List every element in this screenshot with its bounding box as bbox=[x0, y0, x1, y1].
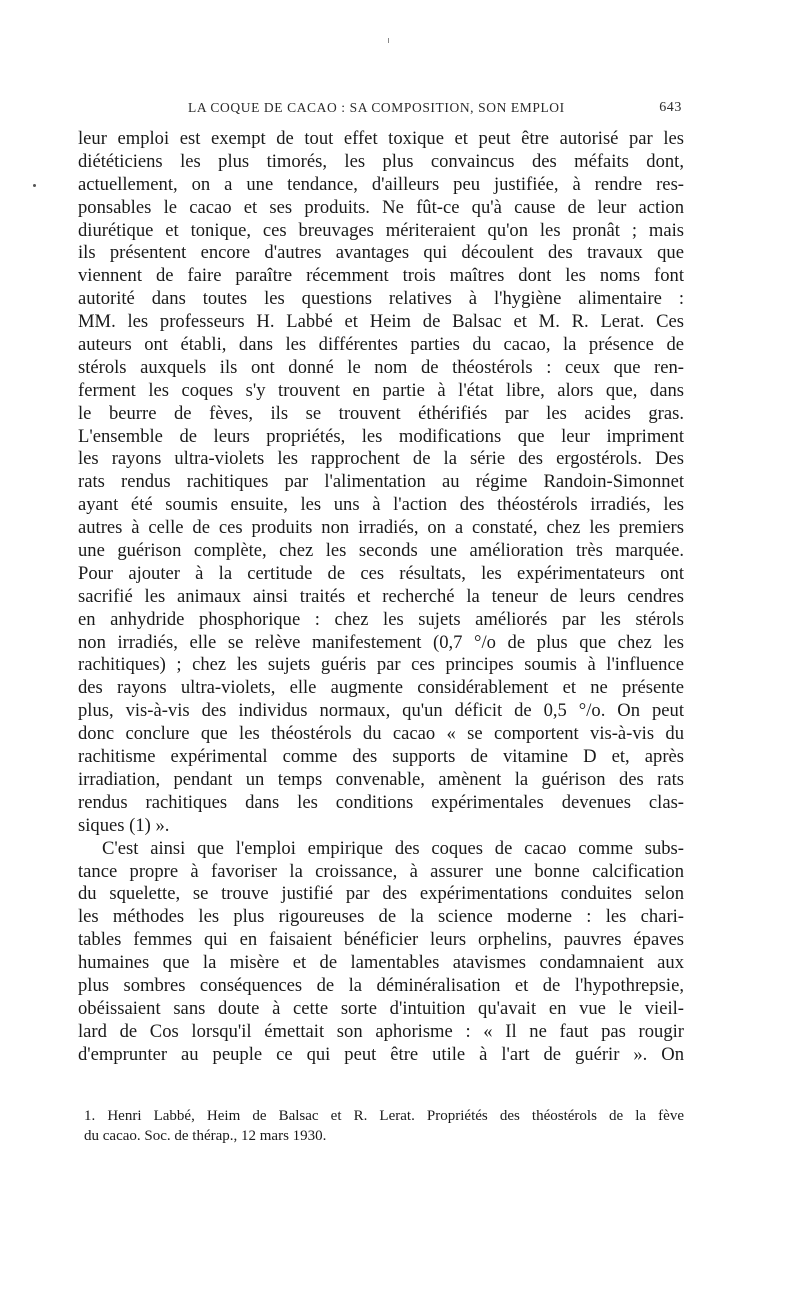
text-line: viennent de faire paraître récemment trois maîtres dont les noms font bbox=[78, 265, 684, 287]
text-line: ferment les coques s'y trouvent en partie à l'état libre, alors que, dans bbox=[78, 379, 684, 401]
running-head bbox=[78, 96, 682, 120]
text-line: leur emploi est exempt de tout effet toxique et peut être autorisé par les bbox=[78, 128, 684, 149]
body-text bbox=[78, 128, 684, 1067]
text-line: autres à celle de ces produits non irradiés, on a constaté, chez les premiers bbox=[78, 517, 684, 539]
text-line: ils présentent encore d'autres avantages qui découlent des travaux que bbox=[78, 242, 684, 264]
text-line: siques (1) ». bbox=[78, 814, 170, 836]
text-line: tance propre à favoriser la croissance, à assurer une bonne calcification bbox=[78, 860, 684, 882]
text-line: non irradiés, elle se relève manifestement (0,7 °/o de plus que chez les bbox=[78, 631, 684, 653]
text-line: Pour ajouter à la certitude de ces résultats, les expérimentateurs ont bbox=[78, 562, 684, 584]
margin-dot bbox=[33, 184, 36, 187]
text-line: sacrifié les animaux ainsi traités et recherché la teneur de leurs cendres bbox=[78, 585, 684, 607]
page-edge-mark bbox=[388, 38, 389, 43]
running-head-title: LA COQUE DE CACAO : SA COMPOSITION, SON EMPLOI bbox=[188, 100, 565, 115]
text-line: des rayons ultra-violets, elle augmente considérablement et ne présente bbox=[78, 677, 684, 699]
footnote bbox=[84, 1106, 684, 1146]
text-line: rachitiques) ; chez les sujets guéris par ces principes soumis à l'influence bbox=[78, 654, 684, 676]
page-number: 643 bbox=[659, 100, 682, 115]
text-line: auteurs ont établi, dans les différentes parties du cacao, la présence de bbox=[78, 334, 684, 356]
text-line: rendus rachitiques dans les conditions expérimentales devenues clas- bbox=[78, 791, 684, 813]
text-line: le beurre de fèves, ils se trouvent éthérifiés par les acides gras. bbox=[78, 402, 684, 424]
text-line: L'ensemble de leurs propriétés, les modifications que leur impriment bbox=[78, 425, 684, 447]
text-line: une guérison complète, chez les seconds une amélioration très marquée. bbox=[78, 540, 684, 562]
footnote-line: 1. Henri Labbé, Heim de Balsac et R. Lerat. Propriétés des théostérols de la fève bbox=[84, 1108, 684, 1124]
text-line: autorité dans toutes les questions relatives à l'hygiène alimentaire : bbox=[78, 288, 684, 310]
text-line: les méthodes les plus rigoureuses de la science moderne : les chari- bbox=[78, 906, 684, 928]
text-line: humaines que la misère et de lamentables atavismes condamnaient aux bbox=[78, 952, 684, 974]
text-line: d'emprunter au peuple ce qui peut être utile à l'art de guérir ». On bbox=[78, 1043, 684, 1065]
text-line: rats rendus rachitiques par l'alimentation au régime Randoin-Simonnet bbox=[78, 471, 684, 493]
text-line: diététiciens les plus timorés, les plus convaincus des méfaits dont, bbox=[78, 150, 684, 172]
text-line: tables femmes qui en faisaient bénéficier leurs orphelins, pauvres épaves bbox=[78, 929, 684, 951]
text-line: les rayons ultra-violets les rapprochent de la série des ergostérols. Des bbox=[78, 448, 684, 470]
text-line: stérols auxquels ils ont donné le nom de théostérols : ceux que ren- bbox=[78, 356, 684, 378]
text-line: C'est ainsi que l'emploi empirique des coques de cacao comme subs- bbox=[102, 837, 684, 859]
text-line: en anhydride phosphorique : chez les sujets améliorés par les stérols bbox=[78, 608, 684, 630]
text-line: du squelette, se trouve justifié par des expérimentations conduites selon bbox=[78, 883, 684, 905]
footnote-line: du cacao. Soc. de thérap., 12 mars 1930. bbox=[84, 1128, 327, 1144]
text-line: plus, vis-à-vis des individus normaux, qu'un déficit de 0,5 °/o. On peut bbox=[78, 700, 684, 722]
text-line: lard de Cos lorsqu'il émettait son aphorisme : « Il ne faut pas rougir bbox=[78, 1020, 684, 1042]
text-line: rachitisme expérimental comme des supports de vitamine D et, après bbox=[78, 746, 684, 768]
text-line: diurétique et tonique, ces breuvages mériteraient qu'on les pronât ; mais bbox=[78, 219, 684, 241]
text-line: ayant été soumis ensuite, les uns à l'action des théostérols irradiés, les bbox=[78, 494, 684, 516]
text-line: ponsables le cacao et ses produits. Ne fût-ce qu'à cause de leur action bbox=[78, 196, 684, 218]
text-line: MM. les professeurs H. Labbé et Heim de Balsac et M. R. Lerat. Ces bbox=[78, 311, 684, 333]
text-line: obéissaient sans doute à cette sorte d'intuition qu'avait en vue le vieil- bbox=[78, 997, 684, 1019]
text-line: actuellement, on a une tendance, d'ailleurs peu justifiée, à rendre res- bbox=[78, 173, 684, 195]
text-line: donc conclure que les théostérols du cacao « se comportent vis-à-vis du bbox=[78, 723, 684, 745]
text-line: irradiation, pendant un temps convenable, amènent la guérison des rats bbox=[78, 768, 684, 790]
text-line: plus sombres conséquences de la déminéralisation et de l'hypothrepsie, bbox=[78, 974, 684, 996]
